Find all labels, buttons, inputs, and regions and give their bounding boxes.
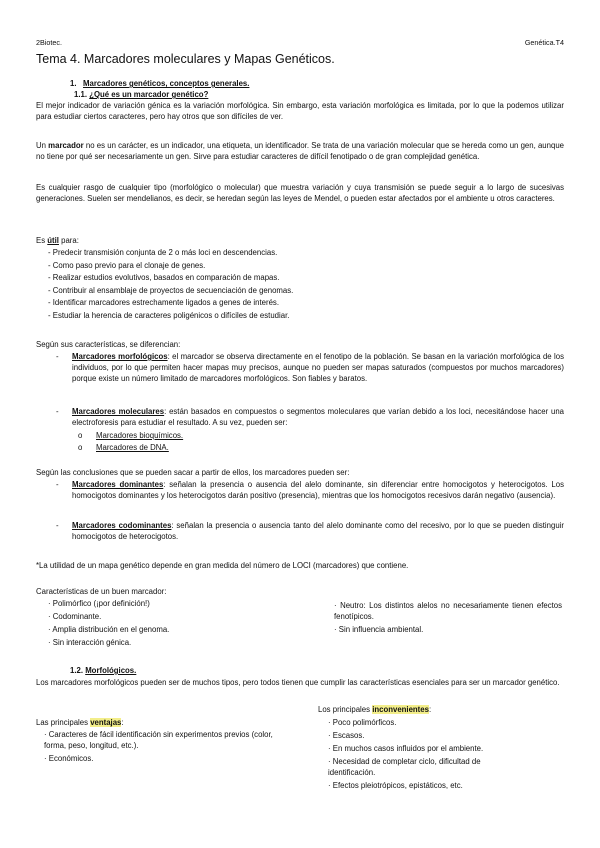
buen-marcador-left-list — [48, 598, 288, 648]
ventajas-post: : — [121, 718, 124, 727]
note-utilidad: *La utilidad de un mapa genético depende en gran medida del número de LOCI (marcadores) que contiene. — [36, 561, 409, 570]
list-item: · Codominante. — [48, 612, 102, 621]
util-pre: Es — [36, 236, 48, 245]
util-list — [48, 247, 558, 321]
dominantes-text: : señalan la presencia o ausencia del alelo dominante, sin diferenciar entre homocigotos y heterocigotos. Los homocigotos dominantes y los heterocigotos darán positivo (presencia), mientras que los homocigotos recesivos darán negativo (ausencia). — [72, 480, 564, 500]
paragraph-marcador — [36, 140, 564, 162]
header-right: Genética.T4 — [524, 38, 564, 47]
list-item: · Caracteres de fácil identificación sin experimentos previos (color, forma, peso, longitud, etc.). — [44, 730, 273, 750]
list-item: · En muchos casos influidos por el ambiente. — [328, 744, 484, 753]
sub-item-bioquimicos: Marcadores bioquímicos. — [96, 431, 184, 440]
section-1-1-number: 1.1. — [74, 90, 88, 99]
page-title: Tema 4. Marcadores moleculares y Mapas Genéticos. — [36, 52, 335, 66]
inconv-post: : — [428, 705, 432, 714]
list-item: - Identificar marcadores estrechamente ligados a genes de interés. — [48, 298, 279, 308]
conclusiones-intro: Según las conclusiones que se pueden sacar a partir de ellos, los marcadores pueden ser: — [36, 468, 350, 477]
morfologicos-text: : el marcador se observa directamente en el fenotipo de la población. Se basan en la variación morfológica de los individuos, por lo que permiten hacer mapas muy precisos, aunque no pueden ser mapas saturados (compuestos por muchos marcadores) porque existe un número limitado de marcadores morfológicos. Son fiables y baratos. — [72, 352, 564, 383]
list-item: · Sin interacción génica. — [48, 638, 132, 647]
list-item: · Poco polimórficos. — [328, 718, 397, 727]
item-morfologicos — [72, 351, 564, 384]
bullet-circle: o — [78, 443, 83, 452]
list-item: · Sin influencia ambiental. — [334, 625, 424, 634]
bullet-dash: - — [56, 521, 59, 530]
ventajas-heading — [36, 717, 124, 728]
util-post: para: — [58, 236, 79, 245]
paragraph-variacion: El mejor indicador de variación génica es la variación morfológica. Sin embargo, esta variación morfológica es limitada, por lo que la podemos utilizar para estudiar ciertos caracteres, pero hay otros que son difíciles de ver. — [36, 101, 564, 121]
list-item: · Efectos pleiotrópicos, epistáticos, etc. — [328, 781, 463, 790]
term-dominantes: Marcadores dominantes — [72, 480, 164, 489]
section-1-heading — [70, 78, 249, 89]
inconv-pre: Los principales — [318, 705, 373, 714]
bullet-dash: - — [56, 407, 59, 416]
list-item: · Escasos. — [328, 731, 365, 740]
buen-marcador-heading: Características de un buen marcador: — [36, 587, 167, 596]
term-codominantes: Marcadores codominantes — [72, 521, 172, 530]
codominantes-text: : señalan la presencia o ausencia tanto del alelo dominante como del recesivo, por lo que se pueden distinguir homocigotos de heterocigotos. — [72, 521, 564, 541]
term-moleculares: Marcadores moleculares — [72, 407, 165, 416]
util-heading — [36, 235, 79, 246]
p2-pre: Un — [36, 141, 49, 150]
inconvenientes-list — [328, 717, 528, 791]
list-item: - Contribuir al ensamblaje de proyectos de secuenciación de genomas. — [48, 285, 294, 295]
term-morfologicos: Marcadores morfológicos — [72, 352, 168, 361]
p2-post: no es un carácter, es un indicador, una etiqueta, un identificador. Se trata de una variación molecular que se hereda como un gen, aunque no tiene por qué ser necesariamente un gen. Sirve para estudiar caracteres de difícil fenotipado o de gran complejidad genética. — [36, 141, 564, 161]
section-1-2-number: 1.2. — [70, 666, 84, 675]
list-item: · Neutro: Los distintos alelos no necesariamente tienen efectos fenotípicos. — [334, 601, 562, 621]
buen-marcador-right-list — [334, 600, 562, 635]
list-item: - Realizar estudios evolutivos, basados en comparación de mapas. — [48, 273, 280, 283]
list-item: · Económicos. — [44, 754, 94, 763]
term-ventajas: ventajas — [90, 718, 122, 727]
inconvenientes-heading — [318, 704, 431, 715]
caracteristicas-intro: Según sus características, se diferencian: — [36, 340, 181, 349]
list-item: · Amplia distribución en el genoma. — [48, 625, 170, 634]
term-marcador: marcador — [48, 141, 84, 150]
ventajas-pre: Las principales — [36, 718, 91, 727]
item-dominantes — [72, 479, 564, 501]
bullet-dash: - — [56, 480, 59, 489]
header-left: 2Biotec. — [36, 38, 62, 47]
item-moleculares — [72, 406, 564, 428]
ventajas-list — [44, 729, 276, 764]
bullet-circle: o — [78, 431, 83, 440]
section-1-title: Marcadores genéticos, conceptos generales. — [83, 79, 250, 88]
moleculares-text: : están basados en compuestos o segmentos moleculares que varían debido a los loci, necesitándose hacer una electroforesis para estudiar el resultado. A su vez, pueden ser: — [72, 407, 564, 427]
paragraph-definicion: Es cualquier rasgo de cualquier tipo (morfológico o molecular) que muestra variación y cuya transmisión se puede seguir a lo largo de sucesivas generaciones. Suelen ser mendelianos, es decir, se heredan según las leyes de Mendel, o pueden estar afectados por el ambiente u otros caracteres. — [36, 183, 564, 203]
term-util: útil — [47, 236, 59, 245]
sub-item-dna: Marcadores de DNA. — [96, 443, 169, 452]
section-1-2-title: Morfológicos. — [85, 666, 137, 675]
section-1-number: 1. — [70, 79, 77, 88]
list-item: - Predecir transmisión conjunta de 2 o más loci en descendencias. — [48, 248, 278, 257]
bullet-dash: - — [56, 352, 59, 361]
list-item: - Estudiar la herencia de caracteres poligénicos o difíciles de estudiar. — [48, 310, 290, 320]
list-item: · Necesidad de completar ciclo, dificultad de identificación. — [328, 757, 481, 777]
list-item: · Polimórfico (¡por definición!) — [48, 599, 150, 608]
section-1-2-heading — [70, 665, 136, 676]
section-1-1-heading — [74, 89, 208, 100]
section-1-1-title: ¿Qué es un marcador genético? — [89, 90, 209, 99]
paragraph-morfologicos: Los marcadores morfológicos pueden ser de muchos tipos, pero todos tienen que cumplir las características esenciales para ser un marcador genético. — [36, 678, 560, 687]
term-inconvenientes: inconvenientes — [372, 705, 429, 714]
list-item: - Como paso previo para el clonaje de genes. — [48, 260, 206, 270]
item-codominantes — [72, 520, 564, 542]
